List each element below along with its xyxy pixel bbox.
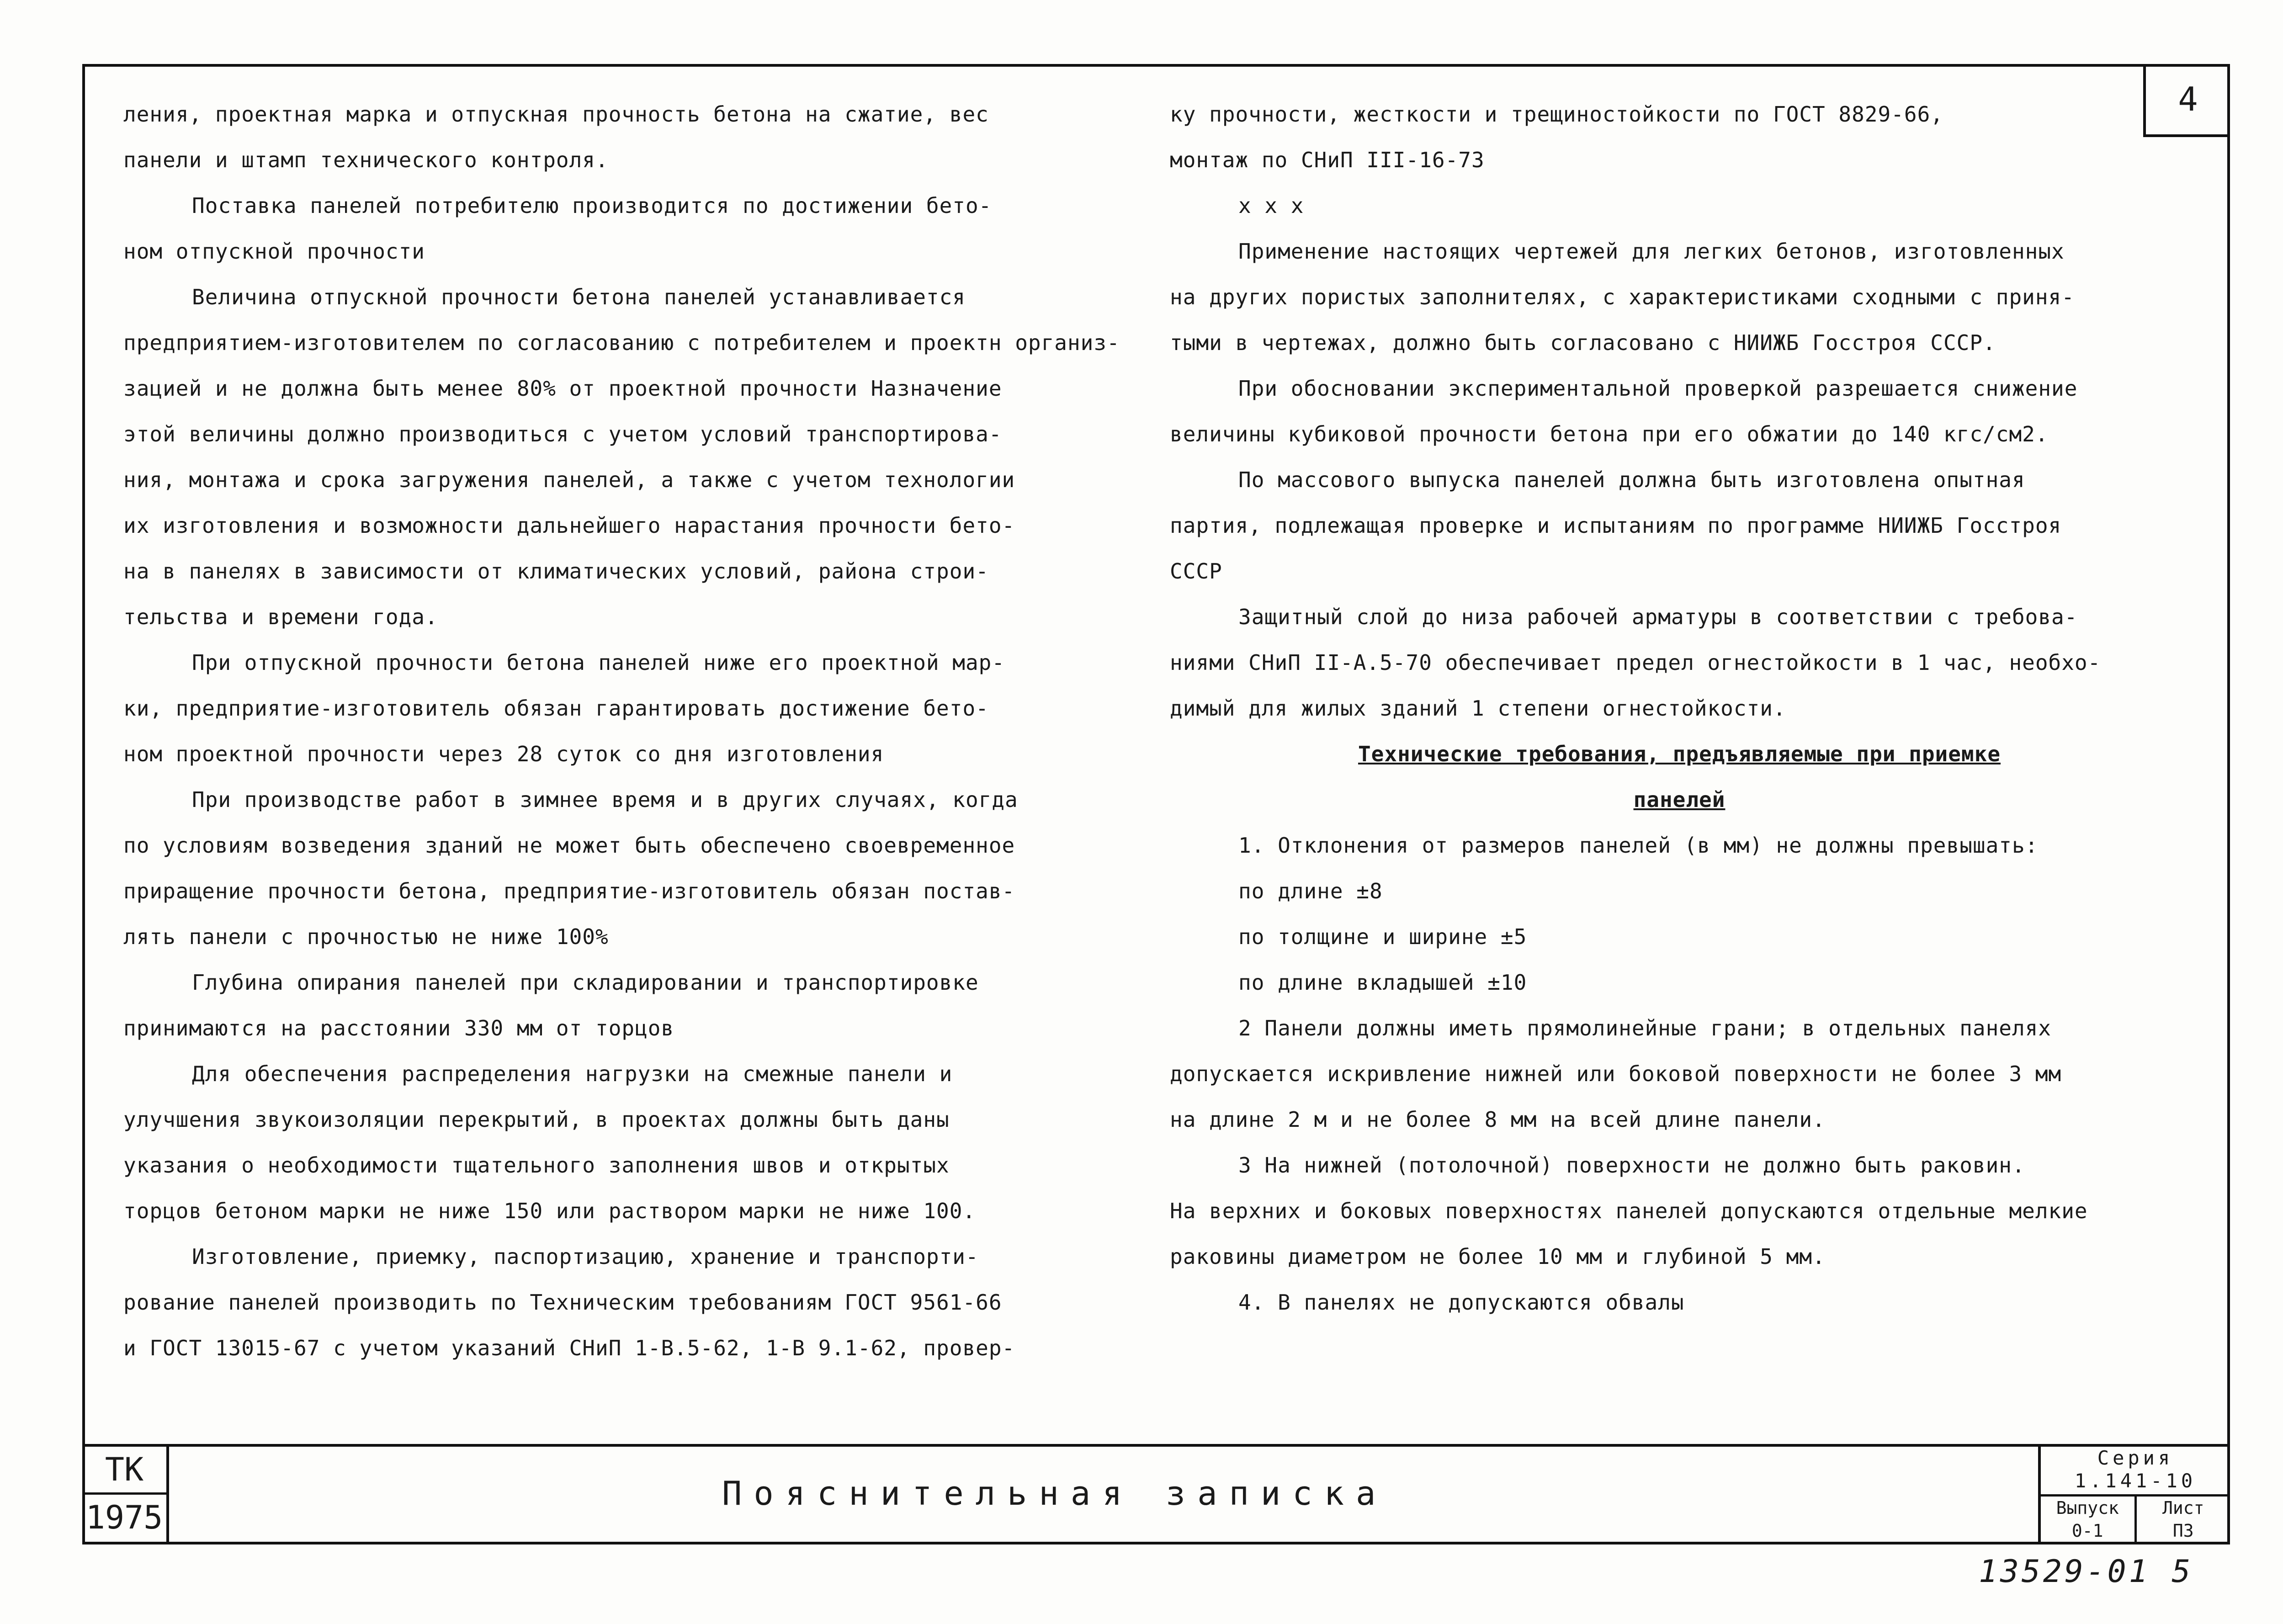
sheet-value: П3 <box>2172 1521 2194 1541</box>
text-line: По массового выпуска панелей должна быть изготовлена опытная <box>1238 467 2025 492</box>
text-line: При производстве работ в зимнее время и в других случаях, когда <box>192 787 1018 812</box>
text-line: На верхних и боковых поверхностях панелей допускаются отдельные мелкие <box>1170 1199 2088 1223</box>
section-title-line: Технические требования, предъявляемые при приемке <box>1358 742 2001 766</box>
text-line: ниями СНиП II-А.5-70 обеспечивает предел огнестойкости в 1 час, необхо- <box>1170 650 2101 675</box>
sheet-number: 4 <box>2143 64 2230 137</box>
text-line: принимаются на расстоянии 330 мм от торцов <box>123 1016 674 1040</box>
text-line: 4. В панелях не допускаются обвалы <box>1238 1290 1684 1315</box>
text-line: их изготовления и возможности дальнейшего нарастания прочности бето- <box>123 513 1015 538</box>
text-line: 1. Отклонения от размеров панелей (в мм) не должны превышать: <box>1238 833 2039 858</box>
text-line: ния, монтажа и срока загружения панелей, а также с учетом технологии <box>123 467 1015 492</box>
text-line: лять панели с прочностью не ниже 100% <box>123 924 609 949</box>
text-line: Изготовление, приемку, паспортизацию, хранение и транспорти- <box>192 1244 979 1269</box>
text-line: ном проектной прочности через 28 суток со дня изготовления <box>123 742 884 766</box>
text-line: x x x <box>1238 193 1304 218</box>
text-line: ления, проектная марка и отпускная прочность бетона на сжатие, вес <box>123 102 989 127</box>
text-line: ном отпускной прочности <box>123 239 425 264</box>
series-label: Серия <box>2097 1447 2174 1469</box>
text-line: Защитный слой до низа рабочей арматуры в соответствии с требова- <box>1238 605 2078 629</box>
text-line: величины кубиковой прочности бетона при его обжатии до 140 кгс/см2. <box>1170 422 2049 446</box>
text-line: по толщине и ширине ±5 <box>1238 924 1527 949</box>
issue-label: Выпуск <box>2056 1498 2119 1518</box>
text-line: СССР <box>1170 559 1222 584</box>
text-line: на в панелях в зависимости от климатических условий, района строи- <box>123 559 989 584</box>
sheet-label: Лист <box>2162 1498 2204 1518</box>
text-line: партия, подлежащая проверке и испытаниям по программе НИИЖБ Госстроя <box>1170 513 2062 538</box>
text-line: Поставка панелей потребителю производится по достижении бето- <box>192 193 992 218</box>
document-title: Пояснительная записка <box>722 1474 1388 1513</box>
series-value: 1.141-10 <box>2074 1470 2197 1492</box>
text-line: торцов бетоном марки не ниже 150 или раствором марки не ниже 100. <box>123 1199 976 1223</box>
text-line: и ГОСТ 13015-67 с учетом указаний СНиП 1-В.5-62, 1-В 9.1-62, провер- <box>123 1336 1015 1360</box>
archive-number: 13529-01 5 <box>1979 1554 2193 1590</box>
series-stamp <box>2038 1447 2230 1544</box>
text-line: При отпускной прочности бетона панелей ниже его проектной мар- <box>192 650 1005 675</box>
text-line: предприятием-изготовителем по согласованию с потребителем и проектн организ- <box>123 330 1120 355</box>
tk-stamp <box>82 1447 169 1544</box>
text-line: тельства и времени года. <box>123 605 438 629</box>
text-line: по длине ±8 <box>1238 879 1383 903</box>
text-line: монтаж по СНиП III-16-73 <box>1170 148 1485 172</box>
text-line: димый для жилых зданий 1 степени огнестойкости. <box>1170 696 1786 721</box>
left-text-column <box>123 91 1142 1371</box>
text-line: приращение прочности бетона, предприятие-изготовитель обязан постав- <box>123 879 1015 903</box>
text-line: допускается искривление нижней или боковой поверхности не более 3 мм <box>1170 1061 2062 1086</box>
text-line: раковины диаметром не более 10 мм и глубиной 5 мм. <box>1170 1244 1826 1269</box>
text-line: Величина отпускной прочности бетона панелей устанавливается <box>192 285 966 309</box>
text-line: этой величины должно производиться с учетом условий транспортирова- <box>123 422 1002 446</box>
text-line: на других пористых заполнителях, с характеристиками сходными с приня- <box>1170 285 2075 309</box>
text-line: Глубина опирания панелей при складировании и транспортировке <box>192 970 979 995</box>
text-line: 2 Панели должны иметь прямолинейные грани; в отдельных панелях <box>1238 1016 2052 1040</box>
text-line: указания о необходимости тщательного заполнения швов и открытых <box>123 1153 950 1178</box>
text-line: на длине 2 м и не более 8 мм на всей длине панели. <box>1170 1107 1826 1132</box>
text-line: зацией и не должна быть менее 80% от проектной прочности Назначение <box>123 376 1002 401</box>
text-line: панели и штамп технического контроля. <box>123 148 609 172</box>
title-block <box>82 1444 2230 1544</box>
text-line: ки, предприятие-изготовитель обязан гарантировать достижение бето- <box>123 696 989 721</box>
issue-value: 0-1 <box>2071 1521 2103 1541</box>
text-line: ку прочности, жесткости и трещиностойкости по ГОСТ 8829-66, <box>1170 102 1943 127</box>
text-line: При обосновании экспериментальной проверкой разрешается снижение <box>1238 376 2078 401</box>
text-line: по длине вкладышей ±10 <box>1238 970 1527 995</box>
tk-year: 1975 <box>85 1499 163 1536</box>
right-text-column <box>1170 91 2189 1325</box>
text-line: по условиям возведения зданий не может быть обеспечено своевременное <box>123 833 1015 858</box>
section-title-line: панелей <box>1633 787 1726 812</box>
text-line: Для обеспечения распределения нагрузки на смежные панели и <box>192 1061 953 1086</box>
text-line: рование панелей производить по Техническим требованиям ГОСТ 9561-66 <box>123 1290 1002 1315</box>
text-line: Применение настоящих чертежей для легких бетонов, изготовленных <box>1238 239 2065 264</box>
tk-top: ТК <box>82 1447 166 1495</box>
text-line: тыми в чертежах, должно быть согласовано с НИИЖБ Госстроя СССР. <box>1170 330 1996 355</box>
text-line: 3 На нижней (потолочной) поверхности не должно быть раковин. <box>1238 1153 2025 1178</box>
text-line: улучшения звукоизоляции перекрытий, в проектах должны быть даны <box>123 1107 950 1132</box>
